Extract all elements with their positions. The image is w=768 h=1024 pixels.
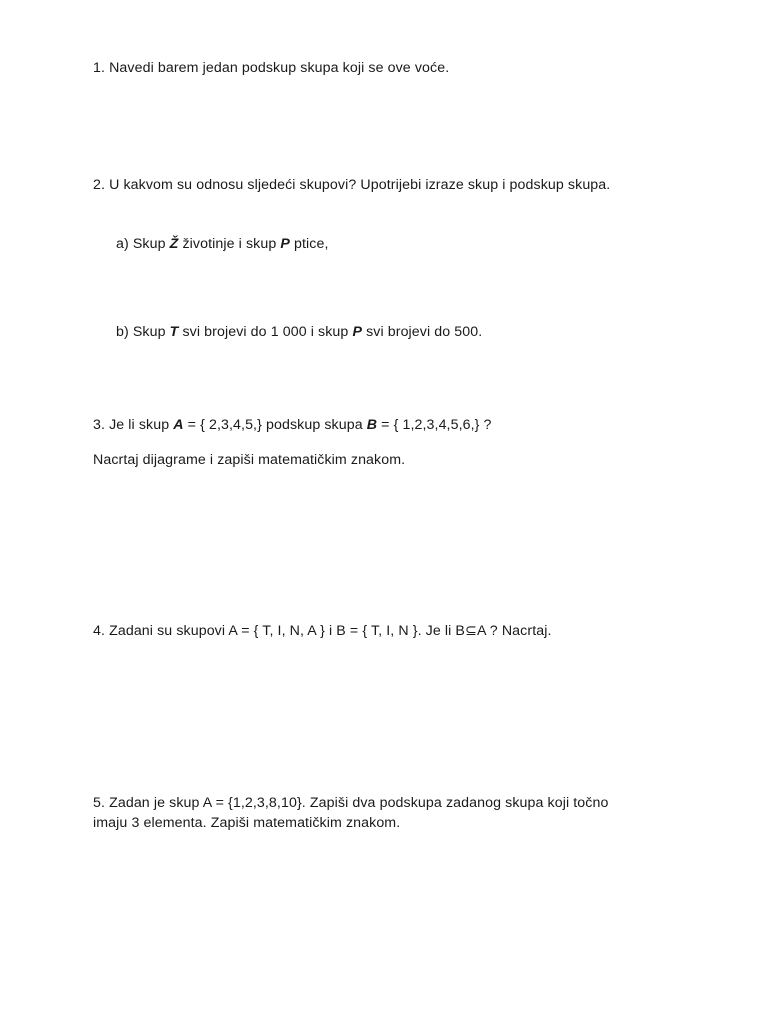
question-1: 1. Navedi barem jedan podskup skupa koji se ove voće. (93, 60, 450, 76)
question-2b-mid: svi brojevi do 1 000 i skup (178, 324, 353, 340)
question-2a-label: a) Skup (116, 236, 170, 252)
set-t-symbol: T (169, 324, 179, 340)
question-2a-end: ptice, (289, 236, 329, 252)
question-3 (93, 415, 492, 435)
question-3-end: = { 1,2,3,4,5,6,} ? (377, 417, 492, 433)
question-3-prefix: 3. Je li skup (93, 417, 174, 433)
question-3-mid: = { 2,3,4,5,} podskup skupa (183, 417, 367, 433)
set-p-symbol: P (352, 324, 363, 340)
question-5-line-1: 5. Zadan je skup A = {1,2,3,8,10}. Zapiši dva podskupa zadanog skupa koji točno (93, 795, 609, 811)
set-b-symbol: B (366, 417, 378, 433)
question-2: 2. U kakvom su odnosu sljedeći skupovi? Upotrijebi izraze skup i podskup skupa. (93, 177, 611, 193)
question-2b-end: svi brojevi do 500. (362, 324, 483, 340)
set-a-symbol: A (173, 417, 184, 433)
question-5-line-2: imaju 3 elementa. Zapiši matematičkim znakom. (93, 815, 401, 831)
set-z-symbol: Ž (169, 236, 179, 252)
question-2b (116, 322, 482, 342)
set-p-symbol: P (280, 236, 290, 252)
question-3-instruction: Nacrtaj dijagrame i zapiši matematičkim znakom. (93, 452, 406, 468)
question-2b-label: b) Skup (116, 324, 170, 340)
question-4: 4. Zadani su skupovi A = { T, I, N, A } i B = { T, I, N }. Je li B⊆A ? Nacrtaj. (93, 623, 552, 639)
question-2a-mid: životinje i skup (178, 236, 281, 252)
question-2a (116, 234, 329, 254)
